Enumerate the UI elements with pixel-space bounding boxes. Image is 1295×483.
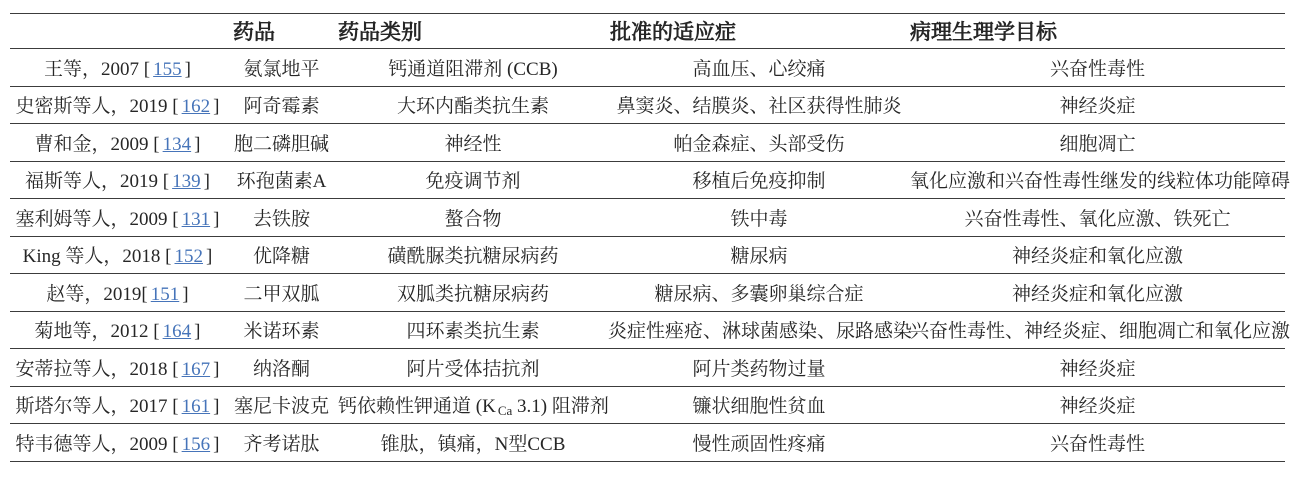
drug-cell: 优降糖	[225, 236, 338, 274]
drug-cell: 二甲双胍	[225, 274, 338, 312]
study-cell: 斯塔尔等人，2017 [ 161 ]	[10, 386, 225, 424]
study-cell: 福斯等人，2019 [ 139 ]	[10, 161, 225, 199]
drug-class-cell: 阿片受体拮抗剂	[338, 349, 608, 387]
table-row	[10, 236, 1285, 274]
drug-class-cell: 磺酰脲类抗糖尿病药	[338, 236, 608, 274]
table-body	[10, 49, 1291, 462]
study-cell: 曹和金，2009 [ 134 ]	[10, 124, 225, 162]
drug-table	[10, 13, 1291, 462]
study-cell: 菊地等，2012 [ 164 ]	[10, 311, 225, 349]
drug-cell: 阿奇霉素	[225, 86, 338, 124]
target-cell: 氧化应激和兴奋性毒性继发的线粒体功能障碍	[910, 161, 1285, 199]
column-header-target: 病理生理学目标	[910, 14, 1285, 49]
indications-cell: 高血压、心绞痛	[608, 49, 910, 87]
reference-link[interactable]: 139	[172, 171, 201, 193]
drug-cell: 米诺环素	[225, 311, 338, 349]
drug-class-cell: 神经性	[338, 124, 608, 162]
table-row	[10, 386, 1285, 424]
study-cell: 塞利姆等人，2009 [ 131 ]	[10, 199, 225, 237]
indications-cell: 帕金森症、头部受伤	[608, 124, 910, 162]
drug-class-cell: 免疫调节剂	[338, 161, 608, 199]
indications-cell: 镰状细胞性贫血	[608, 386, 910, 424]
table-row	[10, 49, 1285, 87]
drug-cell: 齐考诺肽	[225, 424, 338, 462]
drug-cell: 去铁胺	[225, 199, 338, 237]
reference-link[interactable]: 151	[150, 283, 180, 305]
table-row	[10, 349, 1285, 387]
drug-class-cell: 大环内酯类抗生素	[338, 86, 608, 124]
reference-link[interactable]: 152	[174, 246, 203, 268]
drug-cell: 胞二磷胆碱	[225, 124, 338, 162]
drug-class-cell: 锥肽，镇痛，N型CCB	[338, 424, 608, 462]
indications-cell: 糖尿病、多囊卵巢综合症	[608, 274, 910, 312]
reference-link[interactable]: 155	[153, 58, 182, 80]
study-cell: 安蒂拉等人，2018 [ 167 ]	[10, 349, 225, 387]
drug-class-cell: 钙通道阻滞剂 (CCB)	[338, 49, 608, 87]
target-cell: 神经炎症	[910, 86, 1285, 124]
drug-class-cell: 双胍类抗糖尿病药	[338, 274, 608, 312]
table-row	[10, 161, 1285, 199]
drug-cell: 纳洛酮	[225, 349, 338, 387]
drug-class-cell: 螯合物	[338, 199, 608, 237]
table-row	[10, 424, 1285, 462]
drug-cell: 环孢菌素A	[225, 161, 338, 199]
reference-link[interactable]: 134	[162, 133, 192, 155]
study-cell: 史密斯等人，2019 [ 162 ]	[10, 86, 225, 124]
target-cell: 神经炎症和氧化应激	[910, 236, 1285, 274]
indications-cell: 慢性顽固性疼痛	[608, 424, 910, 462]
drug-class-cell	[338, 386, 608, 424]
drug-class-text: 钙依赖性钾通道 (K	[338, 396, 496, 418]
column-header-drug: 药品	[225, 14, 338, 49]
target-cell: 兴奋性毒性、氧化应激、铁死亡	[910, 199, 1285, 237]
study-cell: 特韦德等人，2009 [ 156 ]	[10, 424, 225, 462]
study-cell: King 等人，2018 [ 152 ]	[10, 236, 225, 274]
indications-cell: 糖尿病	[608, 236, 910, 274]
target-cell: 神经炎症	[910, 349, 1285, 387]
column-header-study	[10, 14, 225, 49]
target-cell: 兴奋性毒性、神经炎症、细胞凋亡和氧化应激	[910, 311, 1285, 349]
subscript-text: Ca	[497, 403, 513, 419]
reference-link[interactable]: 164	[162, 321, 192, 343]
table-row	[10, 124, 1285, 162]
reference-link[interactable]: 131	[181, 208, 211, 230]
drug-class-text: 3.1) 阻滞剂	[512, 396, 609, 418]
reference-link[interactable]: 161	[181, 396, 211, 418]
indications-cell: 铁中毒	[608, 199, 910, 237]
reference-link[interactable]: 167	[181, 358, 211, 380]
reference-link[interactable]: 162	[181, 96, 211, 118]
indications-cell: 鼻窦炎、结膜炎、社区获得性肺炎	[608, 86, 910, 124]
column-header-drug-class: 药品类别	[338, 14, 608, 49]
reference-link[interactable]: 156	[181, 433, 211, 455]
table-row	[10, 86, 1285, 124]
table-row	[10, 199, 1285, 237]
target-cell: 细胞凋亡	[910, 124, 1285, 162]
indications-cell: 阿片类药物过量	[608, 349, 910, 387]
header-row	[10, 14, 1285, 49]
study-cell: 王等，2007 [ 155 ]	[10, 49, 225, 87]
drug-cell: 塞尼卡波克	[225, 386, 338, 424]
indications-cell: 炎症性痤疮、淋球菌感染、尿路感染	[608, 311, 910, 349]
column-header-indications: 批准的适应症	[608, 14, 910, 49]
indications-cell: 移植后免疫抑制	[608, 161, 910, 199]
table-row	[10, 274, 1285, 312]
table-row	[10, 311, 1285, 349]
drug-class-cell: 四环素类抗生素	[338, 311, 608, 349]
target-cell: 神经炎症和氧化应激	[910, 274, 1285, 312]
study-cell: 赵等，2019[ 151 ]	[10, 274, 225, 312]
drug-cell: 氨氯地平	[225, 49, 338, 87]
target-cell: 兴奋性毒性	[910, 424, 1285, 462]
target-cell: 兴奋性毒性	[910, 49, 1285, 87]
target-cell: 神经炎症	[910, 386, 1285, 424]
